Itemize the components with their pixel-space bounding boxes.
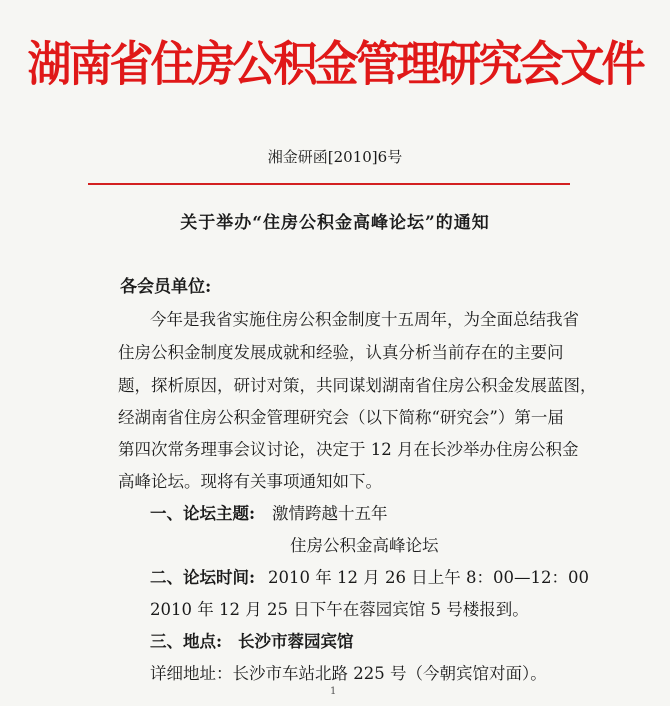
check-in-note: 2010 年 12 月 25 日下午在蓉园宾馆 5 号楼报到。	[150, 600, 529, 619]
body-line-3: 题，探析原因，研讨对策，共同谋划湖南省住房公积金发展蓝图，	[118, 376, 597, 395]
notice-title: 关于举办“住房公积金高峰论坛”的通知	[180, 213, 490, 233]
theme-value: 激情跨越十五年	[272, 504, 388, 523]
address: 详细地址：长沙市车站北路 225 号（今朝宾馆对面）。	[150, 664, 547, 683]
red-divider	[88, 183, 570, 185]
time-value: 2010 年 12 月 26 日上午 8：00—12：00	[268, 568, 589, 587]
theme-label: 一、论坛主题:	[150, 504, 256, 523]
body-line-4: 经湖南省住房公积金管理研究会（以下简称“研究会”）第一届	[118, 408, 564, 427]
body-line-6: 高峰论坛。现将有关事项通知如下。	[118, 472, 382, 491]
body-line-1: 今年是我省实施住房公积金制度十五周年，为全面总结我省	[150, 310, 579, 329]
body-line-2: 住房公积金制度发展成就和经验，认真分析当前存在的主要问	[118, 343, 564, 362]
place-value: 长沙市蓉园宾馆	[238, 632, 354, 651]
time-label: 二、论坛时间:	[150, 568, 256, 587]
document-number: 湘金研函[2010]6号	[267, 148, 403, 166]
place-label: 三、地点:	[150, 632, 223, 651]
letterhead-banner: 湖南省住房公积金管理研究会文件	[27, 37, 643, 93]
salutation: 各会员单位:	[120, 277, 212, 297]
page-number: 1	[330, 686, 337, 697]
body-line-5: 第四次常务理事会议讨论，决定于 12 月在长沙举办住房公积金	[118, 440, 579, 459]
theme-subtitle: 住房公积金高峰论坛	[290, 536, 439, 555]
